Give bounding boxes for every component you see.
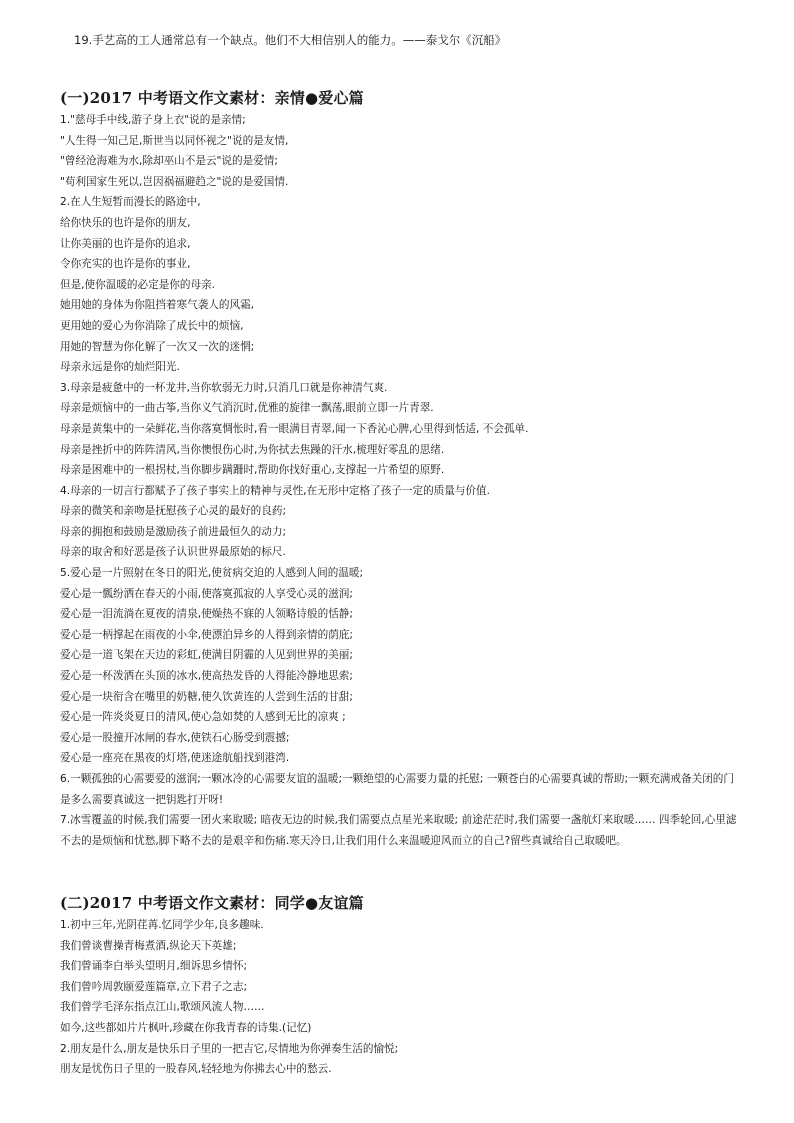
text-line: 5.爱心是一片照射在冬日的阳光,使贫病交迫的人感到人间的温暖; bbox=[60, 567, 364, 580]
text-line: 4.母亲的一切言行都赋予了孩子事实上的精神与灵性,在无形中定格了孩子一定的质量与价值. bbox=[60, 484, 490, 497]
text-line: 我们曾诵李白举头望明月,细诉思乡情怀; bbox=[60, 960, 248, 973]
text-line: 3.母亲是疲惫中的一杯龙井,当你软弱无力时,只消几口就是你神清气爽. bbox=[60, 381, 388, 394]
text-line: 母亲的取舍和好恶是孩子认识世界最原始的标尺. bbox=[60, 546, 286, 559]
text-line: 爱心是一块衔含在嘴里的奶糖,使久饮黄连的人尝到生活的甘甜; bbox=[60, 690, 353, 703]
text-line: 爱心是一阵炎炎夏日的清风,使心急如焚的人感到无比的凉爽 ; bbox=[60, 711, 346, 724]
text-line: 用她的智慧为你化解了一次又一次的迷惘; bbox=[60, 340, 255, 353]
text-line: 我们曾学毛泽东指点江山,歌颂风流人物…… bbox=[60, 1001, 265, 1014]
text-line: 爱心是一瓢纷洒在春天的小雨,使落寞孤寂的人享受心灵的滋润; bbox=[60, 587, 353, 600]
text-line: 朋友是忧伤日子里的一股春风,轻轻地为你拂去心中的愁云. bbox=[60, 1063, 332, 1076]
text-line: 爱心是一泪流淌在夏夜的清泉,使燥热不寐的人领略诗般的恬静; bbox=[60, 608, 353, 621]
text-line: 爱心是一柄撑起在雨夜的小伞,使漂泊异乡的人得到亲情的荫庇; bbox=[60, 628, 353, 641]
text-line: 但是,使你温暖的必定是你的母亲. bbox=[60, 278, 216, 291]
paragraph-6: 6.一颗孤独的心需要爱的滋润;一颗冰冷的心需要友谊的温暖;一颗绝望的心需要力量的托慰; 一颗苍白的心需要真诚的帮助;一颗充满戒备关闭的门是多么需要真诚这一把钥匙打开呀! bbox=[60, 773, 734, 806]
text-line: 2.在人生短暂而漫长的路途中, bbox=[60, 196, 201, 209]
text-line: 更用她的爱心为你消除了成长中的烦恼, bbox=[60, 319, 244, 332]
section-body-friendship bbox=[60, 915, 740, 1080]
text-line: 爱心是一股撞开冰闸的春水,使铁石心肠受到震撼; bbox=[60, 731, 290, 744]
text-line: 我们曾吟周敦颐爱莲篇章,立下君子之志; bbox=[60, 980, 248, 993]
text-line: 如今,这些都如片片枫叶,珍藏在你我青春的诗集.(记忆) bbox=[60, 1021, 312, 1034]
text-line: 2.朋友是什么,朋友是快乐日子里的一把吉它,尽情地为你弹奏生活的愉悦; bbox=[60, 1042, 399, 1055]
paragraph-7: 7.冰雪覆盖的时候,我们需要一团火来取暖; 暗夜无边的时候,我们需要点点星光来取暖; 前途茫茫时,我们需要一盏航灯来取暖…… 四季轮回,心里滤不去的是烦恼和忧愁,脚下略不去的是艰辛和伤痛.寒天冷日,让我们用什么来温暖迎风而立的自己?留些真诚给自己取暖吧。 bbox=[60, 814, 737, 847]
text-line: 爱心是一座亮在黑夜的灯塔,使迷途航船找到港湾. bbox=[60, 752, 290, 765]
text-line: 1."慈母手中线,游子身上衣"说的是亲情; bbox=[60, 114, 246, 126]
section-heading-family-love: (一)2017 中考语文作文素材：亲情●爱心篇 bbox=[60, 89, 364, 107]
text-line: 我们曾谈曹操青梅煮酒,纵论天下英雄; bbox=[60, 939, 237, 952]
text-line: 母亲的拥抱和鼓励是激励孩子前进最恒久的动力; bbox=[60, 525, 287, 538]
text-line: 母亲是困难中的一根拐杖,当你脚步蹒跚时,帮助你找好重心,支撑起一片希望的原野. bbox=[60, 464, 445, 477]
text-line: "苟利国家生死以,岂因祸福避趋之"说的是爱国情. bbox=[60, 175, 289, 188]
text-line: 让你美丽的也许是你的追求, bbox=[60, 237, 191, 250]
text-line: "曾经沧海难为水,除却巫山不是云"说的是爱情; bbox=[60, 155, 278, 168]
text-line: 她用她的身体为你阻挡着寒气袭人的风霜, bbox=[60, 299, 255, 312]
text-line: 爱心是一道飞架在天边的彩虹,使满目阴霾的人见到世界的美丽; bbox=[60, 649, 353, 662]
section-heading-friendship: (二)2017 中考语文作文素材：同学●友谊篇 bbox=[60, 894, 364, 912]
text-line: 母亲永远是你的灿烂阳光. bbox=[60, 361, 180, 374]
text-line: 母亲是挫折中的阵阵清风,当你懊恨伤心时,为你拭去焦躁的汗水,梳理好零乱的思绪. bbox=[60, 443, 445, 456]
text-line: "人生得一知己足,斯世当以同怀视之"说的是友情, bbox=[60, 134, 289, 147]
text-line: 母亲是烦恼中的一曲古筝,当你义气消沉时,优雅的旋律一飘荡,眼前立即一片青翠. bbox=[60, 402, 434, 415]
text-line: 1.初中三年,光阴荏苒.忆同学少年,良多趣味. bbox=[60, 919, 264, 931]
top-quote: 19.手艺高的工人通常总有一个缺点。他们不大相信别人的能力。——泰戈尔《沉船》 bbox=[74, 33, 507, 47]
text-line: 母亲的微笑和亲吻是抚慰孩子心灵的最好的良药; bbox=[60, 505, 287, 518]
text-line: 爱心是一杯泼洒在头顶的冰水,使高热发昏的人得能冷静地思索; bbox=[60, 670, 353, 683]
text-line: 母亲是黄集中的一朵鲜花,当你落寞惆怅时,看一眼满目青翠,闻一下香沁心脾,心里得到恬适, 不会孤单. bbox=[60, 422, 529, 435]
text-line: 给你快乐的也许是你的朋友, bbox=[60, 216, 191, 229]
text-line: 令你充实的也许是你的事业, bbox=[60, 258, 191, 271]
section-body-family-love bbox=[60, 110, 740, 851]
